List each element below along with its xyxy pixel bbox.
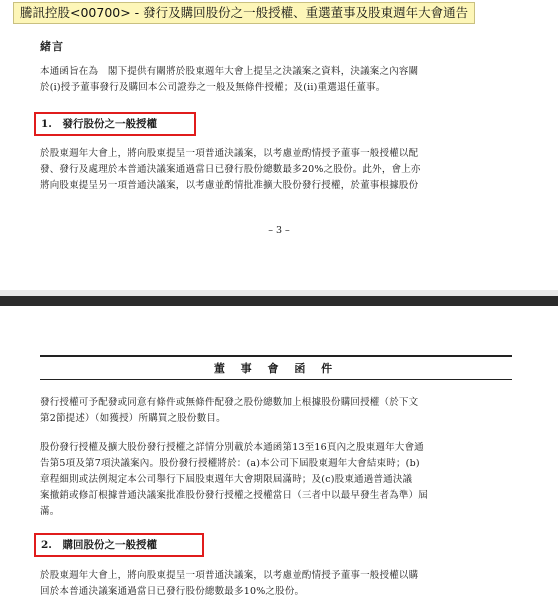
text-line: 第2節提述）（如獲授）所購買之股份數目。: [40, 413, 226, 424]
header-rule-top: [40, 355, 512, 357]
repurchase-mandate-heading: 2. 購回股份之一般授權: [34, 533, 204, 557]
text-line: 章程細則或法例規定本公司舉行下屆股東週年大會期限屆滿時；及(c)股東通過普通決議: [40, 474, 413, 485]
section-heading-intro: 緒言: [40, 40, 64, 53]
text-line: 發行授權可予配發或同意有條件或無條件配發之股份總數加上根據股份購回授權（於下文: [40, 397, 419, 408]
intro-paragraph: [40, 64, 510, 96]
letter-title: 董 事 會 函 件: [213, 362, 339, 375]
repurchase-mandate-paragraph: [40, 568, 510, 600]
text-line: 回於本普通決議案通過當日已發行股份總數最多10%之股份。: [40, 586, 305, 597]
mandate-details-paragraph: [40, 440, 510, 520]
page-separator: [0, 290, 558, 306]
text-line: 將向股東提呈另一項普通決議案，以考慮並酌情批准擴大股份發行授權，於董事根據股份: [40, 180, 419, 191]
text-line: 於(i)授予董事發行及購回本公司證券之一般及無條件授權；及(ii)重選退任董事。: [40, 82, 386, 93]
text-line: 本通函旨在為 閣下提供有關將於股東週年大會上提呈之決議案之資料，決議案之內容關: [40, 66, 419, 77]
text-line: 發、發行及處理於本普通決議案通過當日已發行股份總數最多20%之股份。此外，會上亦: [40, 164, 421, 175]
text-line: 股份發行授權及擴大股份發行授權之詳情分別載於本通函第13至16頁內之股東週年大會通: [40, 442, 424, 453]
text-line: 於股東週年大會上，將向股東提呈一項普通決議案，以考慮並酌情授予董事一般授權以購: [40, 570, 419, 581]
issue-mandate-heading: 1. 發行股份之一般授權: [34, 112, 196, 136]
header-rule-bottom: [40, 379, 512, 380]
issue-mandate-paragraph: [40, 146, 510, 194]
document-title: 騰訊控股<00700> - 發行及購回股份之一般授權、重選董事及股東週年大會通告: [13, 2, 475, 24]
text-line: 案撤銷或修訂根據普通決議案批准股份發行授權之授權當日（三者中以最早發生者為準）屆: [40, 490, 429, 501]
text-line: 於股東週年大會上，將向股東提呈一項普通決議案，以考慮並酌情授予董事一般授權以配: [40, 148, 419, 159]
issue-extension-paragraph: [40, 395, 510, 427]
text-line: 滿。: [40, 506, 60, 517]
page-number: – 3 –: [268, 225, 290, 236]
text-line: 告第5項及第7項決議案內。股份發行授權將於：(a)本公司下屆股東週年大會結束時；(b): [40, 458, 420, 469]
